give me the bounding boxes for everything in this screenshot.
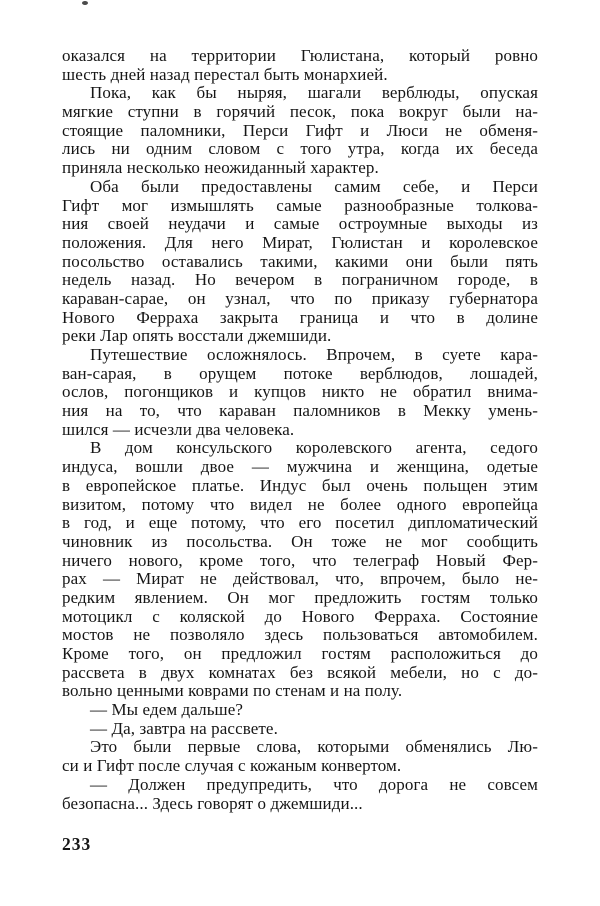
text-line: безопасна... Здесь говорят о джемшиди... xyxy=(62,793,363,813)
text-line: визитом, потому что видел не более одного европейца xyxy=(62,494,538,514)
text-line: индуса, вошли двое — мужчина и женщина, одетые xyxy=(62,457,538,477)
text-line: ван-сарая, в орущем потоке верблюдов, лошадей, xyxy=(62,363,538,383)
text-line: лись ни одним словом с того утра, когда их беседа xyxy=(62,139,538,159)
text-line: положения. Для него Мират, Гюлистан и королевское xyxy=(62,232,538,252)
text-line: — Должен предупредить, что дорога не совсем xyxy=(90,774,538,794)
page-text xyxy=(62,47,538,813)
text-line: редким явлением. Он мог предложить гостям только xyxy=(62,587,538,607)
text-line: Нового Ферраха закрыта граница и что в долине xyxy=(62,307,538,327)
text-line: шесть дней назад перестал быть монархией. xyxy=(62,64,388,84)
text-line: приняла несколько неожиданный характер. xyxy=(62,158,379,178)
text-line: си и Гифт после случая с кожаным конвертом. xyxy=(62,756,402,776)
text-line: караван-сарае, он узнал, что по приказу губернатора xyxy=(62,288,538,308)
text-line: стоящие паломники, Перси Гифт и Люси не обменя- xyxy=(62,120,538,140)
text-line: недель назад. Но вечером в пограничном городе, в xyxy=(62,270,538,290)
text-line: — Да, завтра на рассвете. xyxy=(90,718,278,738)
text-line: В дом консульского королевского агента, седого xyxy=(90,438,538,458)
text-line: Оба были предоставлены самим себе, и Перси xyxy=(90,176,538,196)
text-line: мягкие ступни в горячий песок, пока вокруг были на- xyxy=(62,102,538,122)
page-number: 233 xyxy=(62,834,92,854)
text-line: Это были первые слова, которыми обменялись Лю- xyxy=(90,737,538,757)
text-line: в год, и еще потому, что его посетил дипломатический xyxy=(62,513,538,533)
text-line: — Мы едем дальше? xyxy=(90,700,244,720)
text-line: реки Лар опять восстали джемшиди. xyxy=(62,326,332,346)
text-line: мостов не позволяло здесь пользоваться автомобилем. xyxy=(62,625,538,645)
scan-artifact xyxy=(82,1,88,5)
text-line: ния на то, что караван паломников в Мекку умень- xyxy=(62,401,538,421)
text-line: рах — Мират не действовал, что, впрочем, было не- xyxy=(62,569,538,589)
text-line: Кроме того, он предложил гостям расположиться до xyxy=(62,644,538,663)
text-line: чиновник из посольства. Он тоже не мог сообщить xyxy=(62,531,538,551)
text-line: ничего нового, кроме того, что телеграф Новый Фер- xyxy=(62,550,538,570)
text-line: ослов, погонщиков и купцов никто не обратил внима- xyxy=(62,382,538,402)
text-line: в европейское платье. Индус был очень польщен этим xyxy=(62,475,538,495)
text-line: вольно ценными коврами по стенам и на полу. xyxy=(62,681,403,701)
text-line: Гифт мог измышлять самые разнообразные толкова- xyxy=(62,195,538,215)
text-line: Путешествие осложнялось. Впрочем, в суете кара- xyxy=(90,345,538,364)
text-line: посольство оставались такими, какими они были пять xyxy=(62,251,538,271)
text-line: рассвета в двух комнатах без всякой мебели, но с до- xyxy=(62,662,538,682)
text-line: мотоцикл с коляской до Нового Ферраха. Состояние xyxy=(62,606,538,626)
text-line: Пока, как бы ныряя, шагали верблюды, опуская xyxy=(90,83,538,103)
text-line: ния своей неудачи и самые остроумные выходы из xyxy=(62,214,538,234)
text-line: шился — исчезли два человека. xyxy=(62,419,295,439)
text-line: оказался на территории Гюлистана, который ровно xyxy=(62,46,538,65)
